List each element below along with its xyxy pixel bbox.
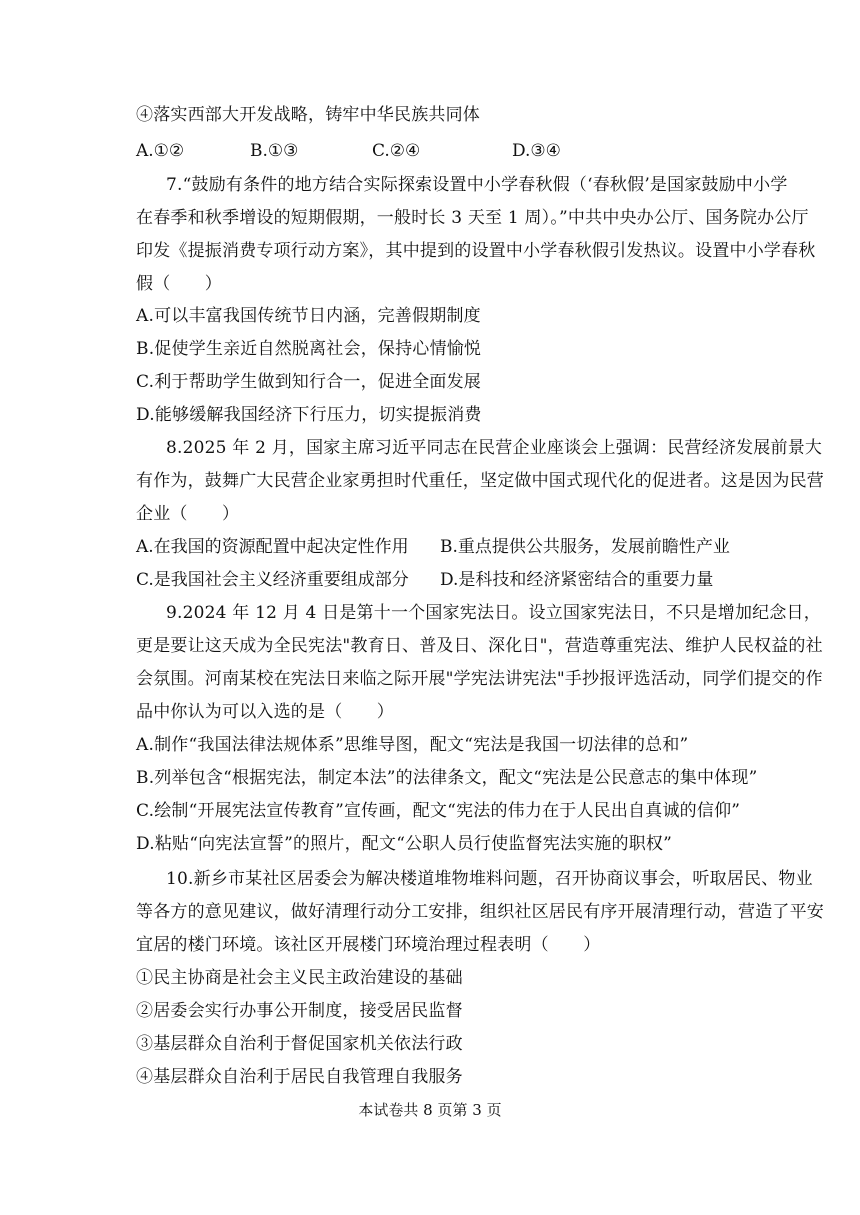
text-line: ③基层群众自治利于督促国家机关依法行政: [136, 1034, 463, 1054]
answer-option: D.③④: [512, 141, 561, 161]
text-line: 7.“鼓励有条件的地方结合实际探索设置中小学春秋假（‘春秋假’是国家鼓励中小学: [166, 175, 788, 195]
text-line: 等各方的意见建议，做好清理行动分工安排，组织社区居民有序开展清理行动，营造了平安: [136, 902, 824, 922]
answer-option: A.在我国的资源配置中起决定性作用: [136, 537, 409, 557]
text-line: B.列举包含“根据宪法，制定本法”的法律条文，配文“宪法是公民意志的集中体现”: [136, 768, 758, 788]
text-line: D.能够缓解我国经济下行压力，切实提振消费: [136, 405, 482, 425]
answer-option: B.重点提供公共服务，发展前瞻性产业: [440, 537, 730, 557]
text-line: 品中你认为可以入选的是（ ）: [136, 702, 394, 722]
text-line: 宜居的楼门环境。该社区开展楼门环境治理过程表明（ ）: [136, 935, 601, 955]
text-line: 假（ ）: [136, 274, 222, 294]
text-line: 会氛围。河南某校在宪法日来临之际开展"学宪法讲宪法"手抄报评选活动，同学们提交的作: [136, 669, 823, 689]
text-line: 企业（ ）: [136, 504, 240, 524]
text-line: C.利于帮助学生做到知行合一，促进全面发展: [136, 372, 482, 392]
text-line: A.可以丰富我国传统节日内涵，完善假期制度: [136, 306, 481, 326]
text-line: 更是要让这天成为全民宪法"教育日、普及日、深化日"，营造尊重宪法、维护人民权益的社: [136, 636, 823, 656]
text-line: 有作为，鼓舞广大民营企业家勇担时代重任，坚定做中国式现代化的促进者。这是因为民营: [136, 471, 824, 491]
answer-option: C.②④: [372, 141, 421, 161]
text-line: ④落实西部大开发战略，铸牢中华民族共同体: [136, 105, 480, 125]
answer-option: B.①③: [250, 141, 299, 161]
answer-option: C.是我国社会主义经济重要组成部分: [136, 570, 409, 590]
text-line: A.制作“我国法律法规体系”思维导图，配文“宪法是我国一切法律的总和”: [136, 735, 689, 755]
page-footer: 本试卷共 8 页第 3 页: [358, 1101, 502, 1119]
answer-option: D.是科技和经济紧密结合的重要力量: [440, 570, 714, 590]
text-line: ①民主协商是社会主义民主政治建设的基础: [136, 968, 463, 988]
text-line: 8.2025 年 2 月，国家主席习近平同志在民营企业座谈会上强调：民营经济发展前景大: [166, 438, 823, 458]
text-line: 10.新乡市某社区居委会为解决楼道堆物堆料问题，召开协商议事会，听取居民、物业: [166, 869, 813, 889]
text-line: ②居委会实行办事公开制度，接受居民监督: [136, 1001, 463, 1021]
text-line: 在春季和秋季增设的短期假期，一般时长 3 天至 1 周）。”中共中央办公厅、国务院办公厅: [136, 208, 809, 228]
text-line: 印发《提振消费专项行动方案》，其中提到的设置中小学春秋假引发热议。设置中小学春秋: [136, 241, 816, 261]
text-line: B.促使学生亲近自然脱离社会，保持心情愉悦: [136, 339, 482, 359]
text-line: ④基层群众自治利于居民自我管理自我服务: [136, 1067, 463, 1087]
answer-option: A.①②: [136, 141, 185, 161]
text-line: C.绘制“开展宪法宣传教育”宣传画，配文“宪法的伟力在于人民出自真诚的信仰”: [136, 801, 741, 821]
text-line: 9.2024 年 12 月 4 日是第十一个国家宪法日。设立国家宪法日，不只是增加纪念日，: [166, 603, 821, 623]
text-line: D.粘贴“向宪法宣誓”的照片，配文“公职人员行使监督宪法实施的职权”: [136, 834, 672, 854]
